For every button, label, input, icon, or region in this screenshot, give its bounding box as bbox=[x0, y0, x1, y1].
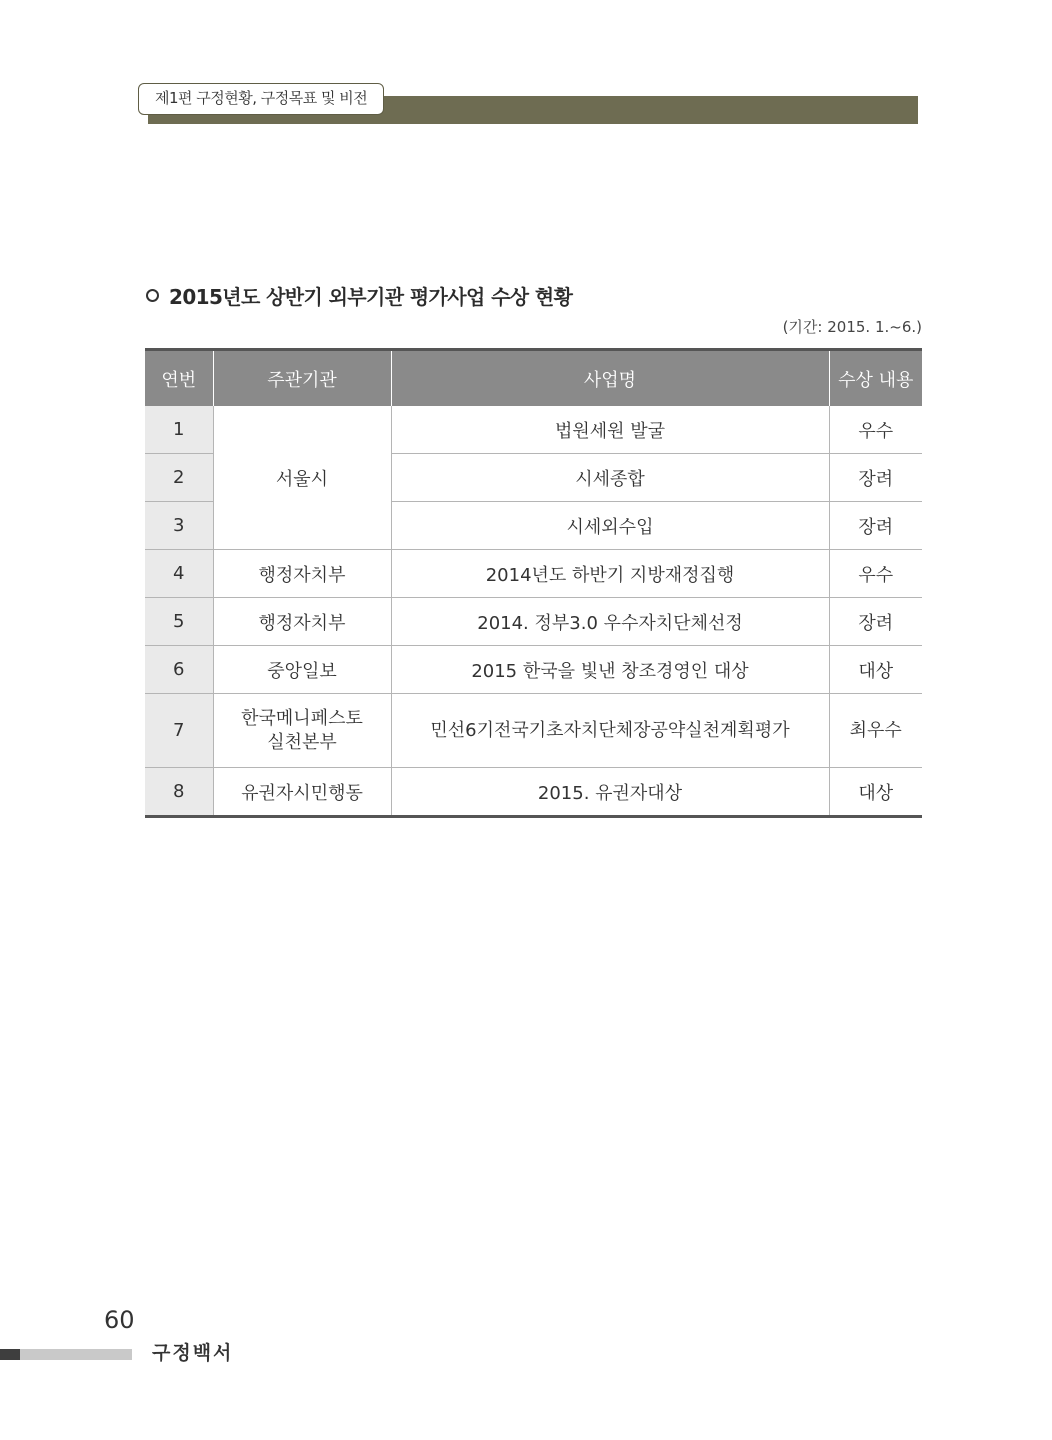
awards-table bbox=[145, 348, 922, 818]
organization-cell: 서울시 bbox=[213, 406, 391, 550]
project-cell: 민선6기전국기초자치단체장공약실천계획평가 bbox=[391, 694, 829, 768]
col-header-org: 주관기관 bbox=[213, 350, 391, 407]
organization-cell: 유권자시민행동 bbox=[213, 768, 391, 817]
period-note: (기간: 2015. 1.~6.) bbox=[782, 318, 922, 336]
col-header-award: 수상 내용 bbox=[829, 350, 922, 407]
project-cell: 법원세원 발굴 bbox=[391, 406, 829, 454]
table-row bbox=[145, 550, 922, 598]
table-header-row bbox=[145, 350, 922, 407]
project-cell: 시세종합 bbox=[391, 454, 829, 502]
award-cell: 우수 bbox=[829, 550, 922, 598]
page-number: 60 bbox=[104, 1306, 135, 1334]
award-cell: 대상 bbox=[829, 646, 922, 694]
section-title bbox=[146, 281, 572, 309]
organization-line-2: 실천본부 bbox=[267, 731, 337, 753]
project-cell: 2014. 정부3.0 우수자치단체선정 bbox=[391, 598, 829, 646]
award-cell: 장려 bbox=[829, 598, 922, 646]
award-cell: 장려 bbox=[829, 454, 922, 502]
award-cell: 장려 bbox=[829, 502, 922, 550]
col-header-project: 사업명 bbox=[391, 350, 829, 407]
row-number: 6 bbox=[145, 646, 213, 694]
organization-cell: 행정자치부 bbox=[213, 598, 391, 646]
project-cell: 2015. 유권자대상 bbox=[391, 768, 829, 817]
footer-bar-dark bbox=[0, 1349, 20, 1360]
organization-cell bbox=[213, 694, 391, 768]
award-cell: 대상 bbox=[858, 782, 894, 804]
project-cell: 2015 한국을 빛낸 창조경영인 대상 bbox=[391, 646, 829, 694]
row-number: 1 bbox=[145, 406, 213, 454]
project-cell: 2014년도 하반기 지방재정집행 bbox=[391, 550, 829, 598]
table-row bbox=[145, 768, 922, 817]
organization-line-1: 한국메니페스토 bbox=[241, 707, 363, 729]
row-number: 5 bbox=[145, 598, 213, 646]
row-number: 4 bbox=[145, 550, 213, 598]
col-header-no: 연번 bbox=[145, 350, 213, 407]
project-cell: 시세외수입 bbox=[391, 502, 829, 550]
table-row bbox=[145, 646, 922, 694]
row-number: 8 bbox=[145, 768, 213, 817]
circle-bullet-icon bbox=[146, 289, 159, 302]
table-row bbox=[145, 694, 922, 768]
organization-cell: 행정자치부 bbox=[213, 550, 391, 598]
row-number: 7 bbox=[145, 694, 213, 768]
row-number: 3 bbox=[145, 502, 213, 550]
footer-bar-light bbox=[20, 1349, 132, 1360]
organization-cell: 중앙일보 bbox=[213, 646, 391, 694]
award-cell: 우수 bbox=[829, 406, 922, 454]
award-cell: 최우수 bbox=[829, 694, 922, 768]
section-title-text: 2015년도 상반기 외부기관 평가사업 수상 현황 bbox=[169, 284, 573, 309]
book-title: 구정백서 bbox=[152, 1342, 234, 1364]
table-row bbox=[145, 598, 922, 646]
row-number: 2 bbox=[145, 454, 213, 502]
chapter-tab: 제1편 구정현황, 구정목표 및 비전 bbox=[138, 83, 384, 115]
table-row bbox=[145, 406, 922, 454]
